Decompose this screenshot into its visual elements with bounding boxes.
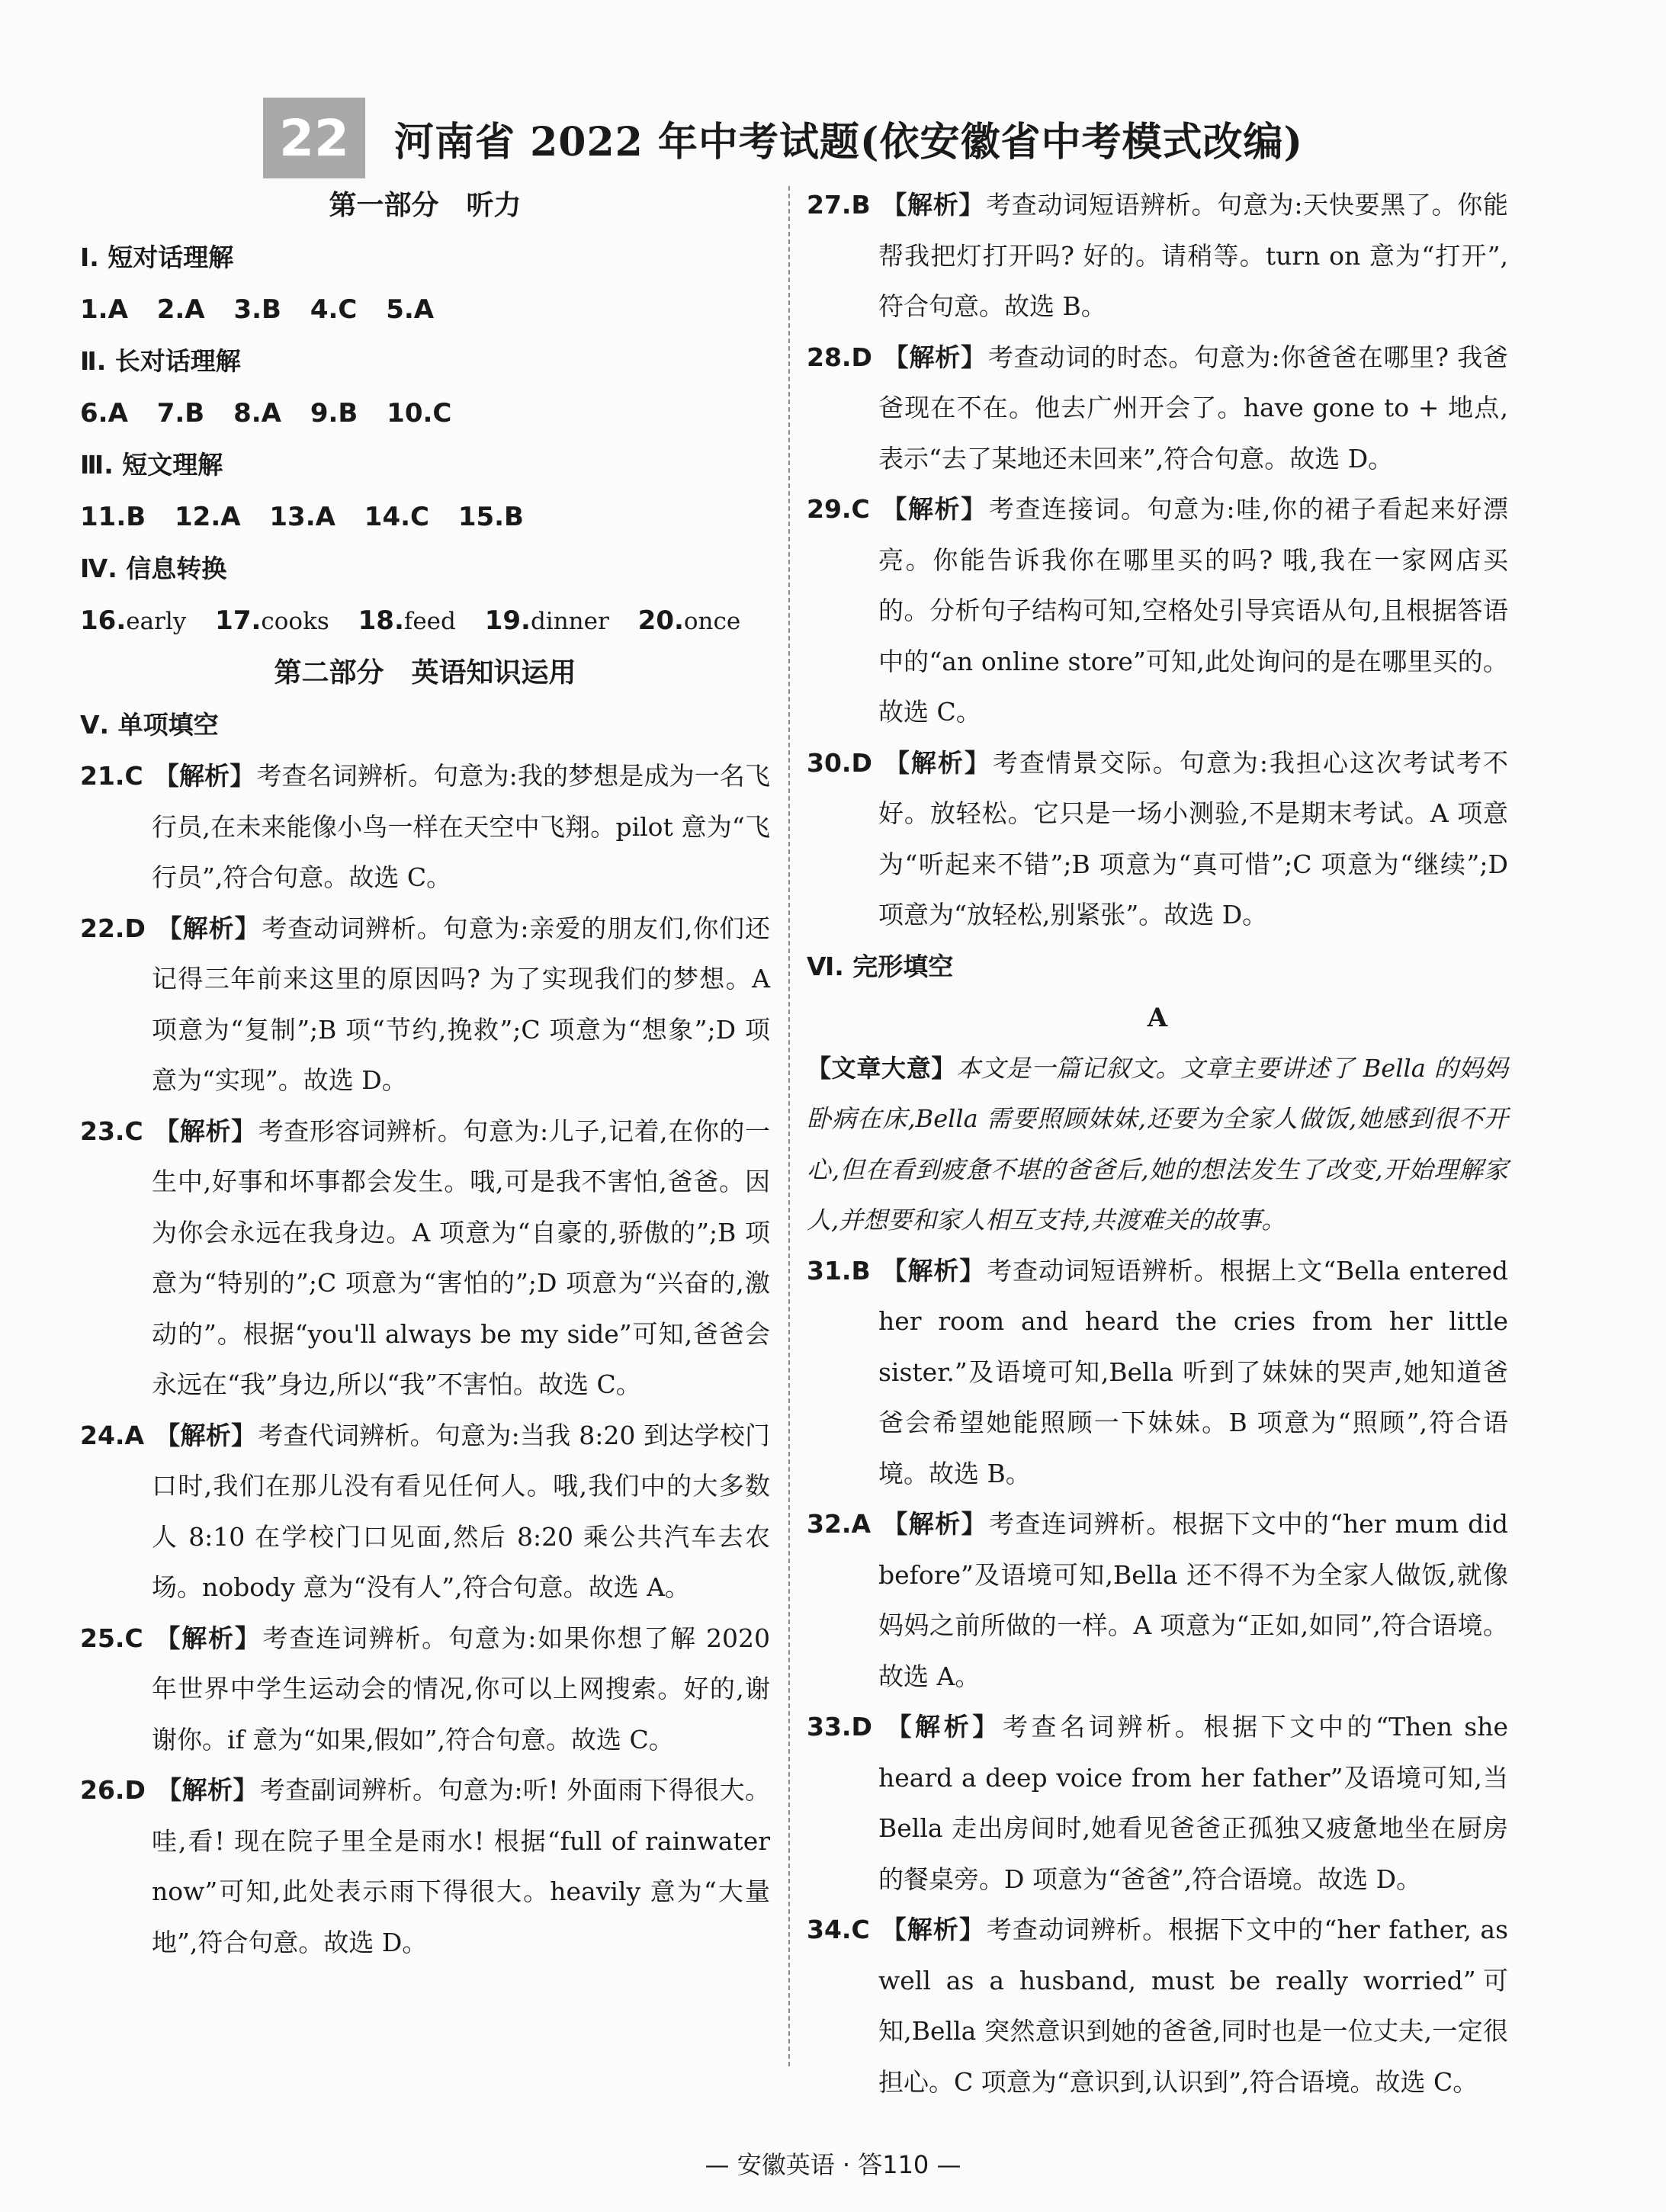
section-2-answers [80, 387, 770, 439]
answer: 18.feed [358, 605, 456, 636]
answer: 2.A [156, 294, 205, 325]
left-column [80, 180, 770, 1968]
answer: 11.B [80, 502, 146, 532]
explanation-item: 24.A 【解析】考查代词辨析。句意为:当我 8:20 到达学校门口时,我们在那儿没有看见任何人。哦,我们中的大多数人 8:10 在学校门口见面,然后 8:20 乘公共汽车去农场。nobody 意为“没有人”,符合句意。故选 A。 [80, 1420, 771, 1602]
page-header [263, 98, 1303, 178]
passage-summary: 【文章大意】本文是一篇记叙文。文章主要讲述了 Bella 的妈妈卧病在床,Bella 需要照顾妹妹,还要为全家人做饭,她感到很不开心,但在看到疲惫不堪的爸爸后,她的想法发生了改变,开始理解家人,并想要和家人相互支持,共渡难关的故事。 [807, 1053, 1508, 1234]
answer: 7.B [156, 398, 205, 429]
column-divider [788, 186, 790, 2066]
answer: 9.B [310, 398, 358, 429]
right-column [807, 180, 1508, 2108]
explanation-item: 32.A 【解析】考查连词辨析。根据下文中的“her mum did before”及语境可知,Bella 还不得不为全家人做饭,就像妈妈之前所做的一样。A 项意为“正如,如同”,符合语境。故选 A。 [807, 1509, 1508, 1691]
explanation-item: 23.C 【解析】考查形容词辨析。句意为:儿子,记着,在你的一生中,好事和坏事都会发生。哦,可是我不害怕,爸爸。因为你会永远在我身边。A 项意为“自豪的,骄傲的”;B 项意为“特别的”;C 项意为“害怕的”;D 项意为“兴奋的,激动的”。根据“you'll always be my side”可知,爸爸会永远在“我”身边,所以“我”不害怕。故选 C。 [80, 1116, 771, 1399]
answer: 6.A [80, 398, 128, 429]
section-3-answers [80, 491, 770, 543]
section-4-title: Ⅳ. 信息转换 [80, 554, 227, 583]
section-1-answers [80, 284, 770, 335]
answer: 20.once [637, 605, 741, 636]
part1-title: 第一部分 听力 [329, 190, 522, 221]
explanation-item: 29.C 【解析】考查连接词。句意为:哇,你的裙子看起来好漂亮。你能告诉我你在哪里买的吗? 哦,我在一家网店买的。分析句子结构可知,空格处引导宾语从句,且根据答语中的“an online store”可知,此处询问的是在哪里买的。故选 C。 [807, 494, 1508, 727]
explanation-item: 25.C 【解析】考查连词辨析。句意为:如果你想了解 2020 年世界中学生运动会的情况,你可以上网搜索。好的,谢谢你。if 意为“如果,假如”,符合句意。故选 C。 [80, 1623, 771, 1755]
explanation-item: 34.C 【解析】考查动词辨析。根据下文中的“her father, as well as a husband, must be really worried”可知,Bella 突然意识到她的爸爸,同时也是一位丈夫,一定很担心。C 项意为“意识到,认识到”,符合语境。故选 C。 [807, 1915, 1509, 2097]
answer: 8.A [233, 398, 281, 429]
answer: 1.A [80, 294, 128, 325]
section-2-title: Ⅱ. 长对话理解 [80, 346, 241, 376]
answer: 12.A [175, 502, 241, 532]
section-6-title: Ⅵ. 完形填空 [807, 951, 954, 981]
answer: 3.B [233, 294, 281, 325]
answer: 16.early [80, 605, 187, 636]
paper-title: 河南省 2022 年中考试题(依安徽省中考模式改编) [394, 118, 1304, 165]
explanation-item: 26.D 【解析】考查副词辨析。句意为:听! 外面雨下得很大。哇,看! 现在院子里全是雨水! 根据“full of rainwater now”可知,此处表示雨下得很大。heavily 意为“大量地”,符合句意。故选 D。 [80, 1775, 771, 1957]
explanation-item: 31.B 【解析】考查动词短语辨析。根据上文“Bella entered her room and heard the cries from her little sister.”及语境可知,Bella 听到了妹妹的哭声,她知道爸爸会希望她能照顾一下妹妹。B 项意为“照顾”,符合语境。故选 B。 [807, 1255, 1508, 1488]
explanation-item: 21.C 【解析】考查名词辨析。句意为:我的梦想是成为一名飞行员,在未来能像小鸟一样在天空中飞翔。pilot 意为“飞行员”,符合句意。故选 C。 [80, 761, 770, 892]
explanation-item: 22.D 【解析】考查动词辨析。句意为:亲爱的朋友们,你们还记得三年前来这里的原因吗? 为了实现我们的梦想。A 项意为“复制”;B 项“节约,挽救”;C 项意为“想象”;D 项意为“实现”。故选 D。 [80, 913, 771, 1095]
page-footer: — 安徽英语 · 答110 — [705, 2150, 961, 2179]
answer: 5.A [386, 294, 435, 325]
answer: 13.A [269, 502, 335, 532]
answer: 15.B [457, 502, 524, 532]
explanation-item: 33.D 【解析】考查名词辨析。根据下文中的“Then she heard a deep voice from her father”及语境可知,当 Bella 走出房间时,她看见爸爸正孤独又疲惫地坐在厨房的餐桌旁。D 项意为“爸爸”,符合语境。故选 D。 [807, 1712, 1509, 1894]
answer: 17.cooks [215, 605, 329, 636]
explanation-item: 30.D 【解析】考查情景交际。句意为:我担心这次考试考不好。放轻松。它只是一场小测验,不是期末考试。A 项意为“听起来不错”;B 项意为“真可惜”;C 项意为“继续”;D 项意为“放轻松,别紧张”。故选 D。 [807, 747, 1509, 929]
section-1-title: Ⅰ. 短对话理解 [80, 242, 234, 272]
answer: 10.C [387, 398, 452, 429]
part2-title: 第二部分 英语知识运用 [274, 657, 576, 689]
section-4-answers [80, 595, 770, 647]
section-5-title: Ⅴ. 单项填空 [80, 710, 219, 740]
passage-label: A [1147, 1002, 1168, 1033]
explanation-item: 27.B 【解析】考查动词短语辨析。句意为:天快要黑了。你能帮我把灯打开吗? 好的。请稍等。turn on 意为“打开”,符合句意。故选 B。 [807, 190, 1508, 321]
explanation-item: 28.D 【解析】考查动词的时态。句意为:你爸爸在哪里? 我爸爸现在不在。他去广州开会了。have gone to + 地点,表示“去了某地还未回来”,符合句意。故选 D。 [807, 342, 1508, 474]
answer: 4.C [310, 294, 358, 325]
answer: 14.C [364, 502, 429, 532]
section-3-title: Ⅲ. 短文理解 [80, 450, 223, 480]
answer: 19.dinner [484, 605, 609, 636]
paper-number-badge: 22 [263, 98, 365, 178]
